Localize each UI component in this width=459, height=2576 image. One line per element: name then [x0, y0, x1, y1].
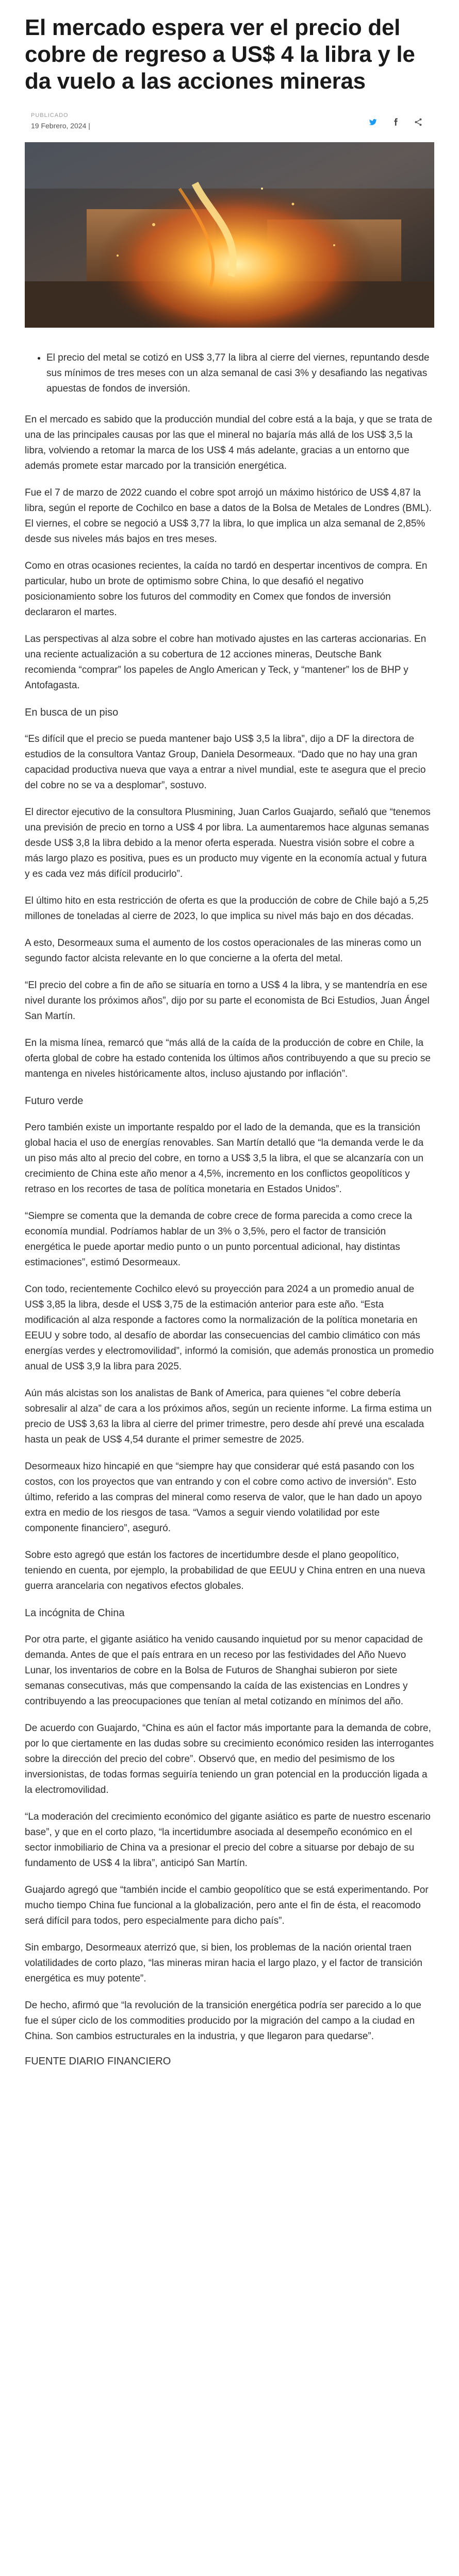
- paragraph: De hecho, afirmó que “la revolución de la transición energética podría ser parecido a lo que fue el súper ciclo de los commodities producido por la migración del campo a la ciudad en China. Son cambios estructurales en la industria, y que llegaron para quedarse”.: [25, 2000, 421, 2042]
- paragraph: Pero también existe un importante respaldo por el lado de la demanda, que es la transición global hacia el uso de energías renovables. San Martín detalló que “la demanda verde le da un piso más alto al precio del cobre, en torno a US$ 3,5 la libra, el que se alcanzaría con un crecimiento de China este año menor a 4,5%, incremento en los conflictos geopolíticos y retraso en los recortes de tasa de política monetaria en Estados Unidos”.: [25, 1122, 424, 1195]
- article-source: FUENTE DIARIO FINANCIERO: [25, 2056, 171, 2067]
- paragraph: “La moderación del crecimiento económico del gigante asiático es parte de nuestro escenario base”, y que en el corto plazo, “la incertidumbre asociada al desempeño económico en el sector inmobiliario de China va a presionar el precio del cobre a situarse por debajo de su fundamento de US$ 4 la libra”, anticipó San Martín.: [25, 1811, 431, 1869]
- summary-bullet: • El precio del metal se cotizó en US$ 3,77 la libra al cierre del viernes, repuntando desde sus mínimos de tres meses con un alza semanal de casi 3% y desafiando las negativas apuestas de fondos de inversión.: [46, 350, 434, 397]
- paragraph: Por otra parte, el gigante asiático ha venido causando inquietud por su menor capacidad de demanda. Antes de que el país entrara en un receso por las festividades del Año Nuevo Lunar, los inventarios de cobre en la Bolsa de Futuros de Shanghai subieron por siete semanas consecutivas, más que compensando la caída de las existencias en Londres y contribuyendo a las preocupaciones que tenían al metal cotizando en mínimos del año.: [25, 1634, 423, 1707]
- paragraph: Sobre esto agregó que están los factores de incertidumbre desde el plano geopolítico, teniendo en cuenta, por ejemplo, la probabilidad de que EEUU y China entren en una nueva guerra arancelaria con negativos efectos globales.: [25, 1550, 425, 1591]
- paragraph: El último hito en esta restricción de oferta es que la producción de cobre de Chile bajó a 5,25 millones de toneladas al cierre de 2023, lo que implica su nivel más bajo en dos décadas.: [25, 895, 429, 922]
- summary-bullets: [25, 350, 434, 397]
- share-buttons: [368, 110, 434, 127]
- paragraph: En la misma línea, remarcó que “más allá de la caída de la producción de cobre en Chile, la oferta global de cobre ha estado contenida los últimos años contribuyendo a que su precio se mantenga en niveles históricamente altos, incluso ajustando por inflación”.: [25, 1038, 431, 1079]
- paragraph: Sin embargo, Desormeaux aterrizó que, si bien, los problemas de la nación oriental traen volatilidades de corto plazo, “las mineras miran hacia el largo plazo, y el factor de transición energética es muy potente”.: [25, 1942, 422, 1984]
- paragraph: Fue el 7 de marzo de 2022 cuando el cobre spot arrojó un máximo histórico de US$ 4,87 la libra, según el reporte de Cochilco en base a datos de la Bolsa de Metales de Londres (BML). El viernes, el cobre se negoció a US$ 3,77 la libra, lo que implica un alza semanal de 2,85% desde sus niveles más bajos en tres meses.: [25, 487, 432, 545]
- paragraph: “Siempre se comenta que la demanda de cobre crece de forma parecida a como crece la economía mundial. Podríamos hablar de un 3% o 3,5%, pero el factor de transición energética le puede aportar medio punto o un punto porcentual adicional, hay distintas estimaciones”, estimó Desormeaux.: [25, 1211, 412, 1268]
- article-title: El mercado espera ver el precio del cobre de regreso a US$ 4 la libra y le da vuelo a las acciones mineras: [25, 15, 415, 94]
- facebook-icon[interactable]: [391, 117, 400, 127]
- paragraph: Guajardo agregó que “también incide el cambio geopolítico que se está experimentando. Por mucho tiempo China fue funcional a la globalización, pero ante el fin de ésta, el reacomodo será difícil para todos, pero especialmente para dicho país”.: [25, 1885, 429, 1926]
- article-body: [25, 412, 434, 2044]
- section-heading: La incógnita de China: [25, 1607, 125, 1619]
- paragraph: “El precio del cobre a fin de año se situaría en torno a US$ 4 la libra, y se mantendría en ese nivel durante los próximos años”, dijo por su parte el economista de Bci Estudios, Juan Ángel San Martín.: [25, 980, 430, 1022]
- paragraph: Con todo, recientemente Cochilco elevó su proyección para 2024 a un promedio anual de US$ 3,85 la libra, desde el US$ 3,75 de la estimación anterior para este año. “Esta modificación al alza responde a factores como la normalización de la política monetaria en EEUU y sobre todo, al desafío de abordar las consecuencias del cambio climático con más energías verdes y electromovilidad”, informó la comisión, que además pronostica un promedio anual de US$ 3,9 la libra para 2025.: [25, 1284, 434, 1372]
- published-label: PUBLICADO: [31, 112, 69, 118]
- article-meta: [25, 110, 434, 131]
- paragraph: Desormeaux hizo hincapié en que “siempre hay que considerar qué está pasando con los costos, con los proyectos que van entrando y con el cobre como activo de inversión”. Esto último, referido a las compras del mineral como reserva de valor, que le han dado un apoyo extra en medio de los riesgos de tasa. “Vamos a seguir viendo volatilidad por este componente financiero”, aseguró.: [25, 1461, 422, 1534]
- twitter-icon[interactable]: [368, 117, 378, 127]
- section-heading: Futuro verde: [25, 1095, 84, 1107]
- paragraph: De acuerdo con Guajardo, “China es aún el factor más importante para la demanda de cobre, por lo que ciertamente en las dudas sobre su crecimiento económico residen las interrogantes sobre la dirección del precio del cobre”. Observó que, en medio del pesimismo de los inversionistas, de todas formas seguiría teniendo un gran potencial en la producción ligada a la electromovilidad.: [25, 1723, 434, 1795]
- paragraph: Aún más alcistas son los analistas de Bank of America, para quienes “el cobre debería sobresalir al alza” de cara a los próximos años, según un reciente informe. La firma estima un precio de US$ 3,63 la libra al cierre del primer trimestre, pero desde ahí prevé una escalada hasta un peak de US$ 4,54 durante el primer semestre de 2025.: [25, 1388, 432, 1445]
- paragraph: Las perspectivas al alza sobre el cobre han motivado ajustes en las carteras accionarias. En una reciente actualización a su cobertura de 12 acciones mineras, Deutsche Bank recomienda “comprar” los papeles de Anglo American y Teck, y “mantener” los de BHP y Antofagasta.: [25, 634, 427, 691]
- hero-image: [25, 142, 434, 328]
- paragraph: En el mercado es sabido que la producción mundial del cobre está a la baja, y que se trata de una de las principales causas por las que el mineral no bajaría más allá de los US$ 3,5 la libra, volviendo a retomar la marca de los US$ 4 más adelante, gracias a un entorno que además promete estar marcado por la transición energética.: [25, 414, 433, 471]
- share-icon[interactable]: [414, 117, 423, 127]
- paragraph: A esto, Desormeaux suma el aumento de los costos operacionales de las mineras como un segundo factor alcista relevante en lo que concierne a la oferta del metal.: [25, 938, 421, 964]
- paragraph: “Es difícil que el precio se pueda mantener bajo US$ 3,5 la libra”, dijo a DF la directora de estudios de la consultora Vantaz Group, Daniela Desormeaux. “Dado que no hay una gran capacidad productiva nueva que vaya a entrar a nivel mundial, este te asegura que el precio del cobre no se va a desplomar”, sostuvo.: [25, 734, 426, 791]
- publish-date: 19 Febrero, 2024 |: [31, 122, 90, 130]
- publish-info: [31, 110, 90, 131]
- paragraph: Como en otras ocasiones recientes, la caída no tardó en despertar incentivos de compra. En particular, hubo un brote de optimismo sobre China, lo que desafió el negativo posicionamiento sobre los futuros del commodity en Comex que fondos de inversión declararon el martes.: [25, 561, 428, 618]
- paragraph: El director ejecutivo de la consultora Plusmining, Juan Carlos Guajardo, señaló que “tenemos una previsión de precio en torno a US$ 4 por libra. La aumentaremos hace algunas semanas desde US$ 3,8 la libra debido a la menor oferta esperada. Nuestra visión sobre el cobre a más largo plazo es positiva, pues es un producto muy vigente en la economía actual y futura y es cada vez más difícil producirlo”.: [25, 807, 431, 879]
- section-heading: En busca de un piso: [25, 707, 119, 718]
